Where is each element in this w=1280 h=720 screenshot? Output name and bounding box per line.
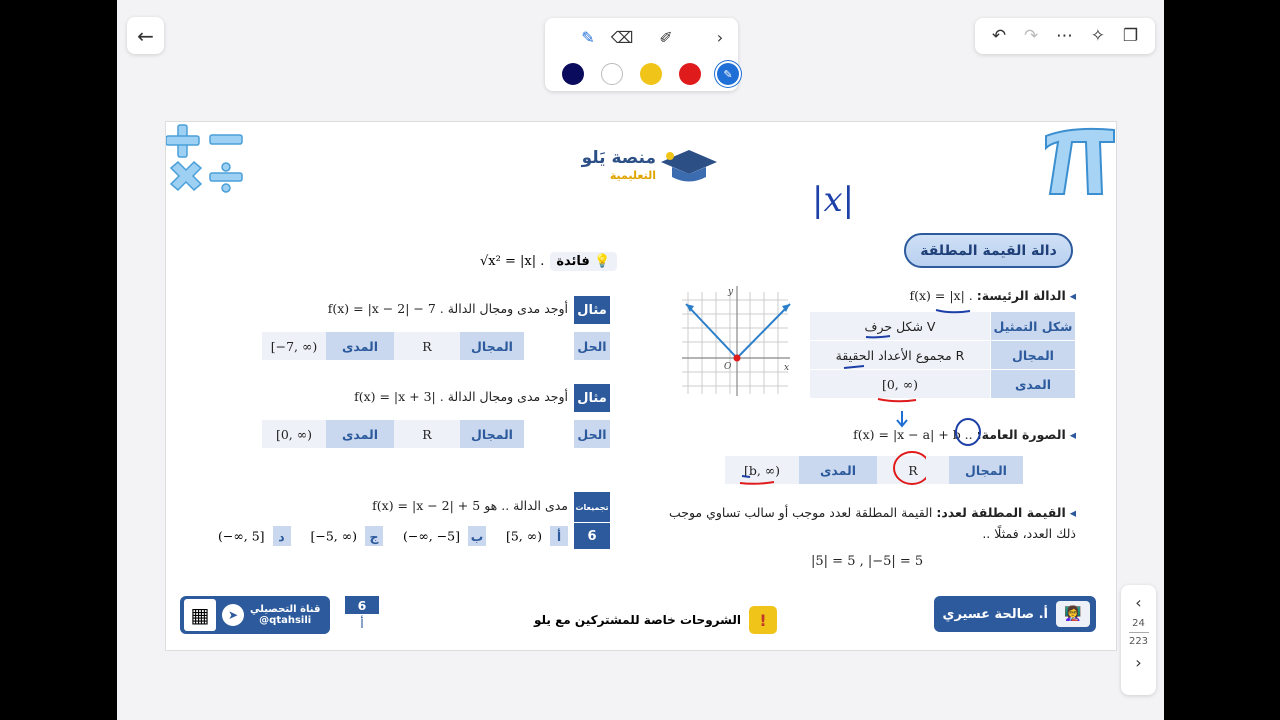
general-domain-value: R <box>877 456 949 484</box>
abs-definition-label: القيمة المطلقة لعدد: <box>936 505 1066 520</box>
handwritten-annotations <box>826 302 986 412</box>
section-title: دالة القيمة المطلقة <box>904 233 1073 268</box>
option-b-letter: ب <box>468 526 486 546</box>
channel-name: قناة التحصيلي <box>250 604 321 615</box>
example-1-domain-head: المجال <box>460 332 524 360</box>
back-button[interactable] <box>127 17 164 54</box>
option-d-value: (−∞, 5] <box>218 528 265 544</box>
example-2-domain-head: المجال <box>460 420 524 448</box>
example-1-solution-tag: الحل <box>574 332 610 360</box>
chevron-right-icon: › <box>716 27 724 47</box>
example-2-question: أوجد مدى ومجال الدالة <box>447 389 568 404</box>
page-pager <box>1121 585 1156 695</box>
tip-line <box>480 250 617 272</box>
previous-page-button[interactable] <box>1121 593 1156 612</box>
collection-question-line <box>372 498 568 513</box>
magic-edit-icon[interactable]: ✧ <box>1090 26 1106 46</box>
example-2-range-head: المدى <box>326 420 394 448</box>
eraser-tool[interactable] <box>607 24 637 50</box>
total-pages-number: 223 <box>1128 636 1149 647</box>
teacher-badge <box>934 596 1096 632</box>
option-b[interactable] <box>403 526 486 546</box>
option-d[interactable] <box>218 526 291 546</box>
highlighter-tool[interactable] <box>651 24 681 50</box>
teacher-name: أ. صالحة عسيري <box>942 606 1048 622</box>
general-range-head: المدى <box>799 456 877 484</box>
pencil-icon: ✎ <box>723 67 733 81</box>
table-row-shape-head: شكل التمثيل <box>991 312 1075 340</box>
graduation-cap-icon <box>660 146 718 184</box>
telegram-channel-badge[interactable] <box>180 596 330 634</box>
parent-function-formula: f(x) = |x| . <box>909 288 973 303</box>
next-page-button[interactable] <box>1121 653 1156 672</box>
option-b-value: (−∞, −5] <box>403 528 461 544</box>
abs-definition-text2: ذلك العدد، فمثلًا .. <box>982 526 1076 541</box>
option-a-value: [5, ∞) <box>505 528 543 544</box>
table-row-domain-head: المجال <box>991 341 1075 369</box>
example-1-range-head: المدى <box>326 332 394 360</box>
lightbulb-icon: 💡 <box>594 253 611 269</box>
general-form-annotations <box>886 407 986 451</box>
bullet-icon: ◂ <box>1069 505 1076 520</box>
example-2-tag: مثال <box>574 384 610 412</box>
subscribers-notice-text: الشروحات خاصة للمشتركين مع يلو <box>534 613 741 627</box>
eraser-icon: ⌫ <box>610 27 634 47</box>
tip-badge <box>550 252 616 271</box>
chevron-up-icon: ‹ <box>1135 593 1142 612</box>
example-1-tag: مثال <box>574 296 610 324</box>
example-1-question-line <box>328 301 568 316</box>
collection-number: 6 <box>574 523 610 549</box>
general-table-annotations <box>726 450 926 490</box>
brand-logo <box>568 146 718 188</box>
redo-icon[interactable]: ↷ <box>1023 26 1039 46</box>
color-swatch-red[interactable] <box>679 63 701 85</box>
subscribers-notice <box>534 606 777 634</box>
table-row-shape-value: شكل حرف V <box>810 312 990 340</box>
graph-x-label: x <box>784 363 790 373</box>
color-swatch-navy[interactable] <box>562 63 584 85</box>
abs-definition-text1: القيمة المطلقة لعدد موجب أو سالب تساوي موجب <box>668 505 933 520</box>
bullet-icon: ◂ <box>1069 427 1076 442</box>
tip-label: فائدة <box>556 253 590 269</box>
option-c-letter: ج <box>365 526 383 546</box>
pen-tool[interactable] <box>573 24 603 50</box>
abs-definition-example: |5| = 5 , |−5| = 5 <box>811 554 924 569</box>
warning-icon: ! <box>749 606 777 634</box>
more-options-icon[interactable]: ⋯ <box>1055 26 1073 46</box>
top-right-toolbar <box>975 18 1155 54</box>
brand-name: منصة يَلو <box>581 148 656 168</box>
collection-formula: f(x) = |x − 2| + 5 هو .. <box>372 498 510 513</box>
pi-symbol-decoration <box>1042 122 1117 202</box>
answer-key-letter: أ <box>345 614 379 632</box>
handwritten-note: |x| <box>812 180 855 220</box>
math-symbols-decoration <box>166 122 248 204</box>
color-swatch-white[interactable] <box>601 63 623 85</box>
general-form-formula: f(x) = |x − a| + b .. <box>853 427 973 442</box>
worksheet-page <box>165 121 1117 651</box>
brand-subtitle: التعليمية <box>609 169 656 182</box>
parent-function-line <box>910 288 1077 303</box>
option-c[interactable] <box>311 526 384 546</box>
option-a-letter: أ <box>550 526 568 546</box>
general-range-value: [b, ∞) <box>725 456 799 484</box>
option-a[interactable] <box>506 526 568 546</box>
bullet-icon: ◂ <box>1069 288 1076 303</box>
tip-formula: √x² = |x| . <box>480 253 545 269</box>
example-1-formula: f(x) = |x − 2| − 7 . <box>327 301 444 316</box>
general-domain-head: المجال <box>949 456 1023 484</box>
color-swatch-yellow[interactable] <box>640 63 662 85</box>
example-2-range-value: [0, ∞) <box>262 420 326 448</box>
general-form-label: الصورة العامة: <box>976 427 1066 442</box>
highlighter-icon: ✐ <box>659 27 673 47</box>
graph-origin-label: O <box>724 362 732 372</box>
collection-tag: تجميعات <box>574 492 610 522</box>
toolbar-more-button[interactable] <box>705 24 735 50</box>
drawing-toolbar <box>545 18 738 91</box>
channel-handle: @qtahsili <box>259 615 312 626</box>
table-row-domain-value: مجموع الأعداد الحقيقة R <box>810 341 990 369</box>
example-1-domain-value: R <box>394 332 460 360</box>
app-window <box>117 0 1164 720</box>
copy-page-icon[interactable]: ❐ <box>1122 26 1139 46</box>
example-1-question: أوجد مدى ومجال الدالة <box>447 301 568 316</box>
abs-definition-line1 <box>669 505 1076 520</box>
undo-icon[interactable]: ↶ <box>991 26 1007 46</box>
absolute-value-graph <box>680 282 794 400</box>
teacher-avatar-icon: 👩‍🏫 <box>1056 601 1090 627</box>
answer-key-number: 6 <box>345 596 379 614</box>
table-row-range-value: [0, ∞) <box>810 370 990 398</box>
telegram-icon: ➤ <box>222 604 244 626</box>
collection-options <box>218 525 568 547</box>
channel-text <box>250 604 320 626</box>
example-1-range-value: [−7, ∞) <box>262 332 326 360</box>
table-row-range-head: المدى <box>991 370 1075 398</box>
arrow-left-icon: ← <box>137 23 154 48</box>
pen-icon: ✎ <box>581 27 595 47</box>
example-2-domain-value: R <box>394 420 460 448</box>
graph-y-label: y <box>728 287 734 297</box>
color-swatch-blue-selected[interactable] <box>717 63 739 85</box>
example-2-question-line <box>354 389 568 404</box>
option-c-value: [−5, ∞) <box>310 528 358 544</box>
example-2-solution-tag: الحل <box>574 420 610 448</box>
example-2-formula: f(x) = |x + 3| . <box>354 389 444 404</box>
chevron-down-icon: › <box>1135 653 1142 672</box>
option-d-letter: د <box>273 526 291 546</box>
collection-question: مدى الدالة <box>513 498 568 513</box>
current-page-number: 24 <box>1132 618 1145 629</box>
qr-code-icon: ▦ <box>184 599 216 631</box>
parent-function-label: الدالة الرئيسة: <box>976 288 1066 303</box>
